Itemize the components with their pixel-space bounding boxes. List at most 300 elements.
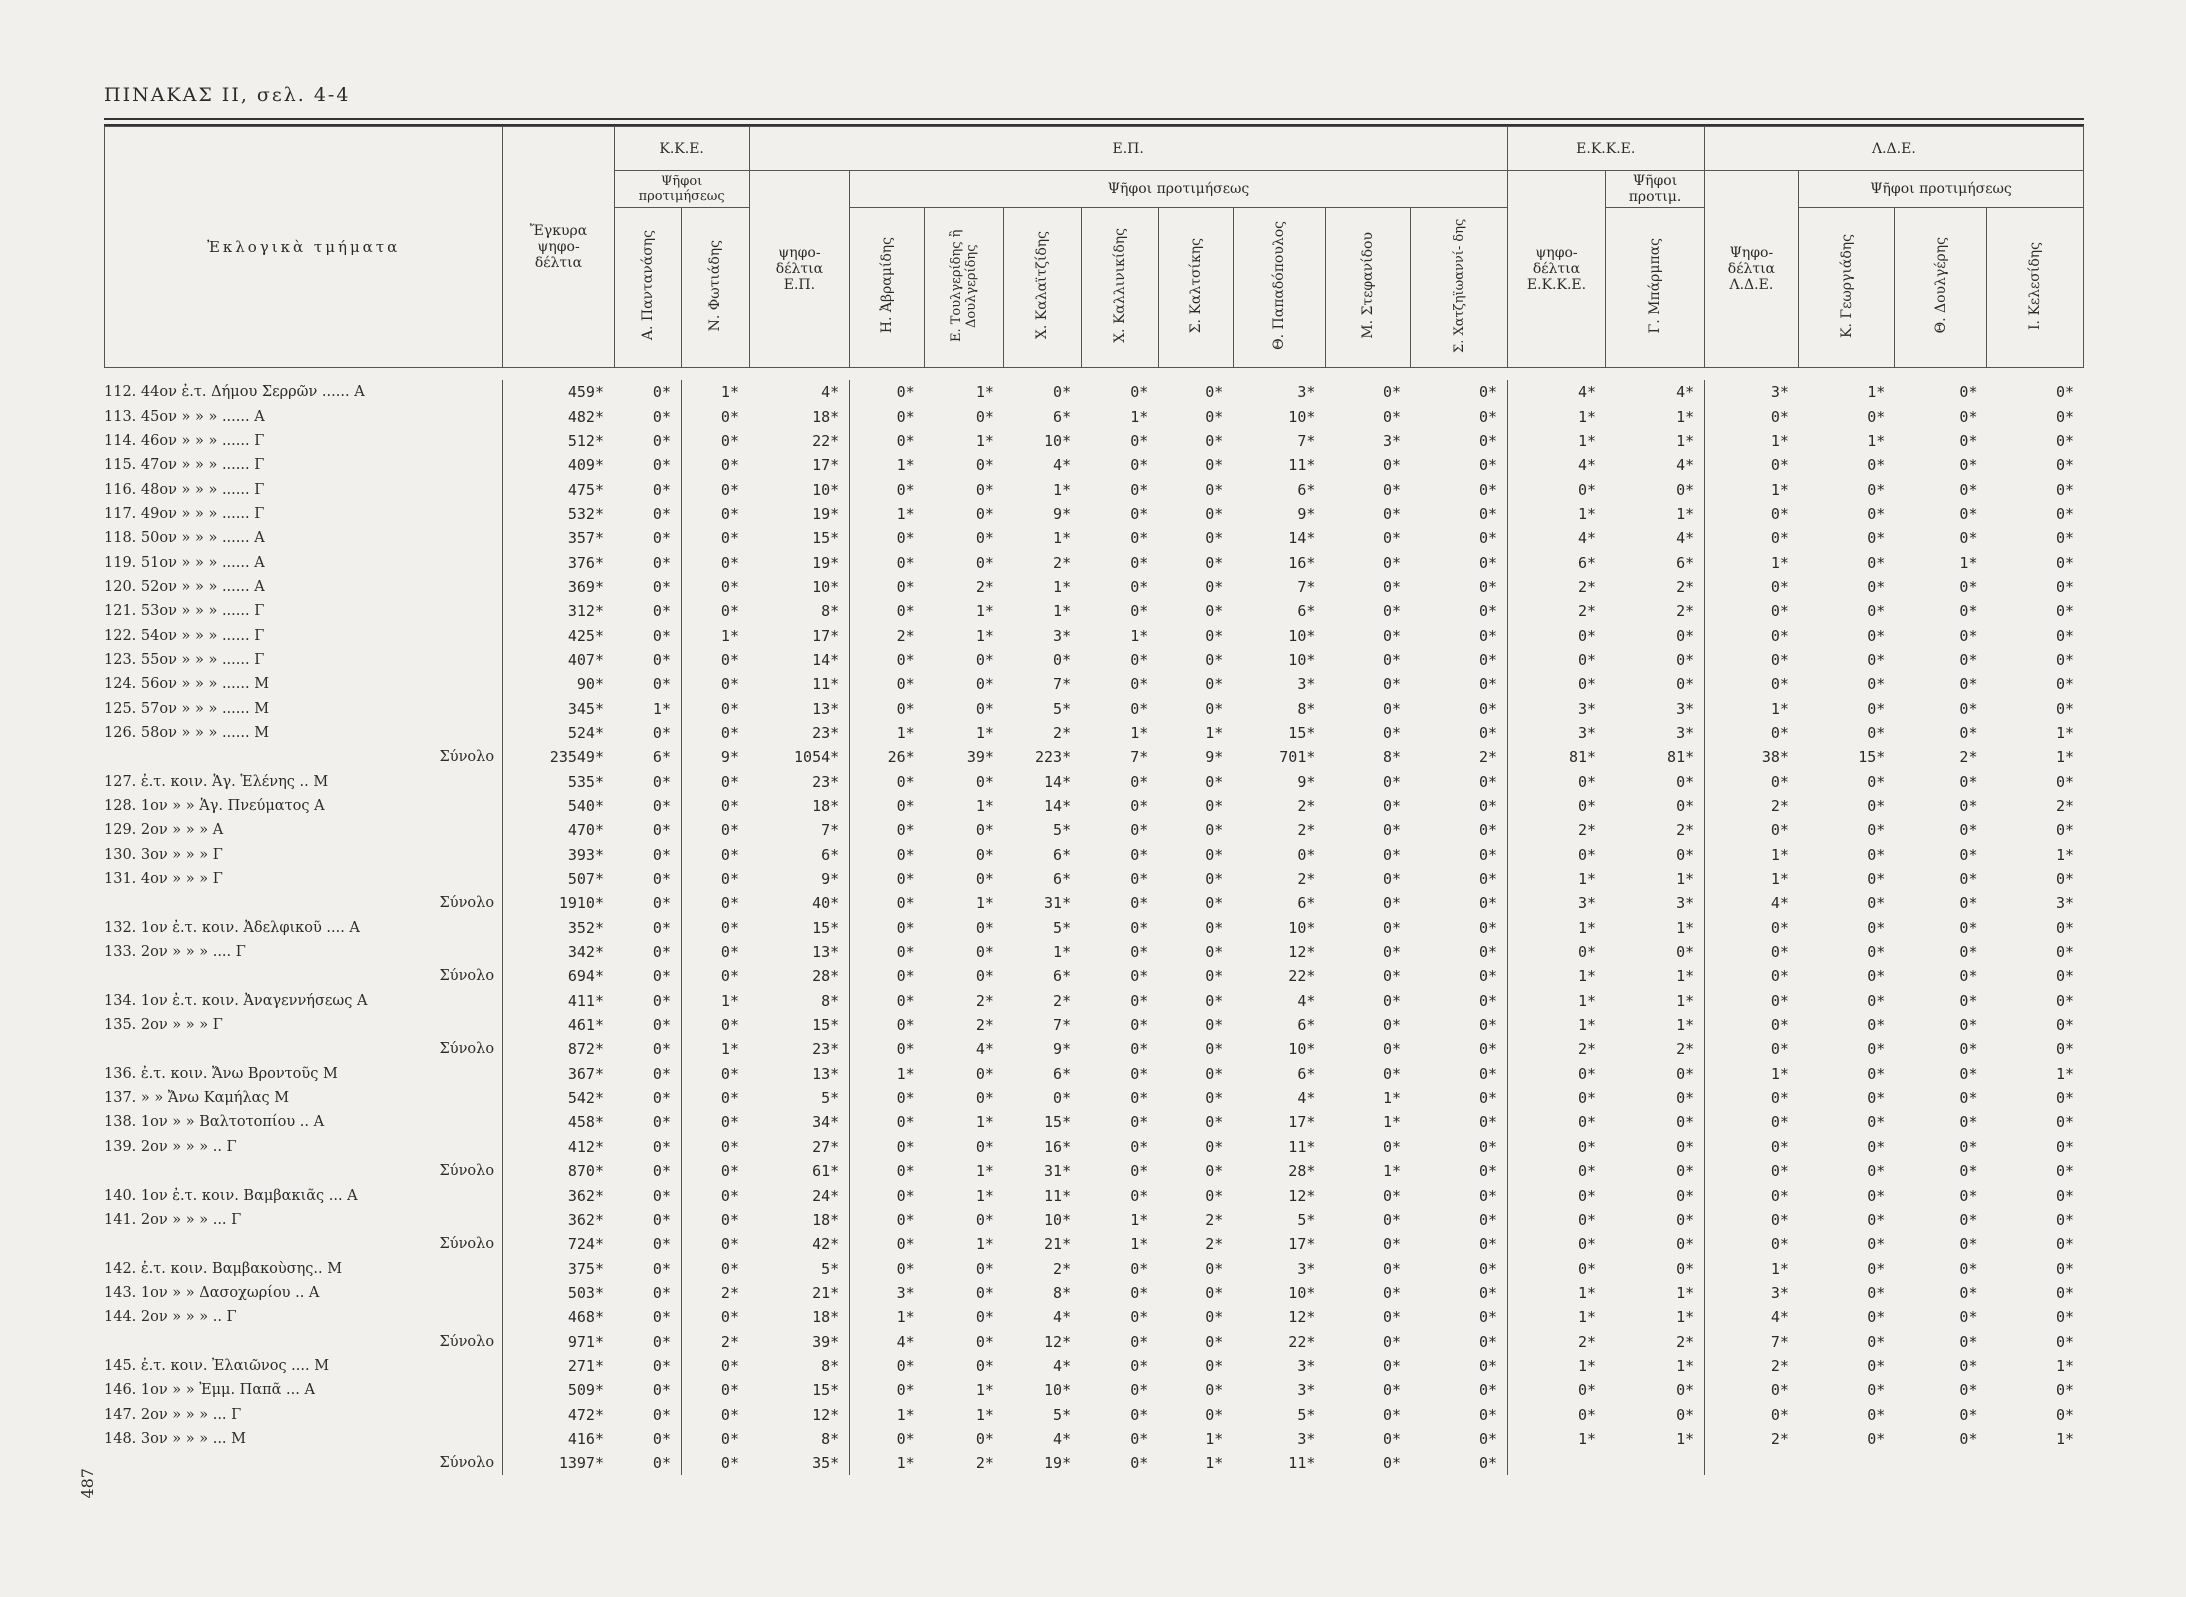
- section-label: 114. 46ον » » » ...... Γ: [104, 432, 265, 449]
- vote-cell: 0*: [1959, 1137, 1978, 1156]
- vote-cell: 0*: [1959, 1162, 1978, 1181]
- vote-cell: 0*: [1130, 480, 1149, 499]
- vote-cell: 2*: [1297, 870, 1316, 889]
- vote-cell: 0*: [2055, 675, 2074, 694]
- vote-cell: 0*: [850, 1208, 925, 1232]
- vote-cell: 0*: [1205, 1162, 1224, 1181]
- vote-cell: 4*: [1705, 891, 1799, 915]
- vote-cell: 4*: [1053, 456, 1072, 475]
- results-table: [104, 118, 2084, 1475]
- vote-cell: 0*: [1130, 1186, 1149, 1205]
- section-label: 144. 2ον » » » .. Γ: [104, 1309, 237, 1326]
- vote-cell: 0*: [652, 918, 671, 937]
- vote-cell: 0*: [2055, 967, 2074, 986]
- vote-cell: 13*: [812, 699, 840, 718]
- vote-cell: 12*: [1288, 1308, 1316, 1327]
- vote-cell: 0*: [1959, 1186, 1978, 1205]
- vote-cell: 2*: [1676, 602, 1695, 621]
- vote-cell: 0*: [1705, 818, 1799, 842]
- table-row: [104, 1086, 2084, 1110]
- vote-cell: 0*: [1867, 407, 1886, 426]
- table-row: [104, 989, 2084, 1013]
- vote-cell: [1705, 1451, 1799, 1475]
- vote-cell: 0*: [1205, 1308, 1224, 1327]
- vote-cell: 0*: [681, 477, 749, 501]
- header-candidate: [1325, 208, 1411, 368]
- vote-cell: 2*: [1705, 794, 1799, 818]
- vote-cell: 0*: [1383, 1235, 1402, 1254]
- vote-cell: 3*: [1676, 894, 1695, 913]
- total-label: Σύνολο: [439, 1163, 495, 1180]
- vote-cell: 0*: [681, 1013, 749, 1037]
- vote-cell: 0*: [1130, 1016, 1149, 1035]
- vote-cell: 0*: [1959, 504, 1978, 523]
- vote-cell: 0*: [975, 699, 994, 718]
- vote-cell: 18*: [812, 407, 840, 426]
- vote-cell: 0*: [681, 1305, 749, 1329]
- vote-cell: 0*: [1478, 1429, 1498, 1448]
- vote-cell: 3*: [850, 1281, 925, 1305]
- table-row: [104, 575, 2084, 599]
- vote-cell: 223*: [1034, 748, 1072, 767]
- vote-cell: 701*: [1279, 748, 1316, 767]
- vote-cell: 0*: [652, 845, 671, 864]
- vote-cell: 0*: [681, 721, 749, 745]
- vote-cell: 1*: [1705, 1256, 1799, 1280]
- vote-cell: 6*: [652, 748, 671, 767]
- vote-cell: 0*: [1959, 991, 1978, 1010]
- vote-cell: 0*: [1478, 1210, 1498, 1229]
- vote-cell: 0*: [652, 626, 671, 645]
- vote-cell: 0*: [1705, 1037, 1799, 1061]
- vote-cell: 0*: [1478, 407, 1498, 426]
- vote-cell: 0*: [1130, 456, 1149, 475]
- vote-cell: 1*: [1383, 1162, 1402, 1181]
- vote-cell: 0*: [652, 1089, 671, 1108]
- header-ekke-pref-2: προτιμ.: [1628, 189, 1682, 205]
- vote-cell: 0*: [975, 553, 994, 572]
- vote-cell: 13*: [812, 1064, 840, 1083]
- vote-cell: 1*: [1676, 1429, 1695, 1448]
- header-candidate: [1233, 208, 1325, 368]
- header-valid-ballots: [503, 127, 614, 368]
- vote-cell: 0*: [1383, 1259, 1402, 1278]
- vote-cell: 0*: [1383, 1454, 1402, 1473]
- vote-cell: 0*: [1205, 1283, 1224, 1302]
- vote-cell: 0*: [1130, 1040, 1149, 1059]
- vote-cell: 0*: [1130, 1381, 1149, 1400]
- vote-cell: 0*: [652, 1381, 671, 1400]
- section-label: 126. 58ον » » » ...... Μ: [104, 724, 270, 741]
- vote-cell: 1*: [681, 1037, 749, 1061]
- vote-cell: 0*: [1130, 602, 1149, 621]
- vote-cell: 872*: [503, 1037, 614, 1061]
- vote-cell: 870*: [503, 1159, 614, 1183]
- vote-cell: 312*: [503, 599, 614, 623]
- vote-cell: 0*: [1508, 672, 1607, 696]
- candidate-name: Σ. Χατζηϊωαννί- δης: [1451, 218, 1467, 353]
- vote-cell: 459*: [503, 380, 614, 404]
- vote-cell: 0*: [1205, 504, 1224, 523]
- vote-cell: 0*: [681, 696, 749, 720]
- section-label: 121. 53ον » » » ...... Γ: [104, 603, 265, 620]
- vote-cell: 1*: [1130, 723, 1149, 742]
- vote-cell: 2*: [1053, 723, 1072, 742]
- vote-cell: 1*: [975, 723, 994, 742]
- vote-cell: 15*: [1288, 723, 1316, 742]
- vote-cell: 458*: [503, 1110, 614, 1134]
- vote-cell: 0*: [1478, 1162, 1498, 1181]
- vote-cell: 2*: [1297, 821, 1316, 840]
- vote-cell: 0*: [1959, 699, 1978, 718]
- vote-cell: 0*: [850, 1427, 925, 1451]
- vote-cell: 0*: [1478, 480, 1498, 499]
- vote-cell: 1*: [850, 1451, 925, 1475]
- vote-cell: 0*: [850, 1256, 925, 1280]
- vote-cell: 0*: [1867, 1283, 1886, 1302]
- vote-cell: 0*: [1705, 1086, 1799, 1110]
- vote-cell: 0*: [652, 1356, 671, 1375]
- header-lde: Λ.Δ.Ε.: [1704, 127, 2083, 171]
- vote-cell: 0*: [1867, 1137, 1886, 1156]
- vote-cell: 0*: [975, 650, 994, 669]
- vote-cell: 0*: [1205, 918, 1224, 937]
- vote-cell: 1*: [1705, 477, 1799, 501]
- header-kke-pref: Ψῆφοι προτιμήσεως: [614, 171, 749, 208]
- vote-cell: 0*: [652, 1283, 671, 1302]
- vote-cell: 0*: [681, 502, 749, 526]
- total-row: [104, 1451, 2084, 1475]
- vote-cell: 0*: [1676, 480, 1695, 499]
- vote-cell: 0*: [1478, 1454, 1498, 1473]
- vote-cell: 0*: [1130, 1454, 1149, 1473]
- candidate-name: Θ. Δουλγέρης: [1932, 237, 1949, 334]
- candidate-name: Μ. Στεφανίδου: [1359, 232, 1376, 339]
- vote-cell: 0*: [1383, 602, 1402, 621]
- vote-cell: 0*: [850, 940, 925, 964]
- vote-cell: 0*: [1959, 456, 1978, 475]
- vote-cell: 2*: [975, 577, 994, 596]
- vote-cell: 0*: [652, 1259, 671, 1278]
- vote-cell: 0*: [1478, 1040, 1498, 1059]
- vote-cell: 10*: [1288, 650, 1316, 669]
- vote-cell: 0*: [652, 675, 671, 694]
- vote-cell: 0*: [850, 380, 925, 404]
- vote-cell: 2*: [975, 991, 994, 1010]
- vote-cell: 1*: [1508, 1354, 1607, 1378]
- vote-cell: 1*: [850, 502, 925, 526]
- vote-cell: 0*: [850, 916, 925, 940]
- vote-cell: 0*: [1383, 1429, 1402, 1448]
- vote-cell: 0*: [975, 772, 994, 791]
- table-body: [104, 380, 2084, 1475]
- vote-cell: 19*: [812, 504, 840, 523]
- vote-cell: 0*: [1478, 383, 1498, 402]
- vote-cell: 0*: [975, 1064, 994, 1083]
- section-label: 147. 2ον » » » ... Γ: [104, 1406, 242, 1423]
- table-row: [104, 502, 2084, 526]
- vote-cell: 0*: [1959, 967, 1978, 986]
- vote-cell: 0*: [681, 1232, 749, 1256]
- vote-cell: 0*: [1383, 577, 1402, 596]
- vote-cell: 0*: [1959, 1089, 1978, 1108]
- vote-cell: 16*: [1044, 1137, 1072, 1156]
- vote-cell: 971*: [503, 1329, 614, 1353]
- vote-cell: 14*: [1044, 772, 1072, 791]
- vote-cell: 0*: [652, 577, 671, 596]
- vote-cell: 3*: [1676, 723, 1695, 742]
- vote-cell: 16*: [1288, 553, 1316, 572]
- vote-cell: 0*: [1383, 821, 1402, 840]
- vote-cell: 6*: [821, 845, 840, 864]
- section-label: 148. 3ον » » » ... Μ: [104, 1430, 246, 1447]
- vote-cell: 0*: [1205, 407, 1224, 426]
- header-ekke: Ε.Κ.Κ.Ε.: [1507, 127, 1704, 171]
- vote-cell: 0*: [652, 967, 671, 986]
- vote-cell: 10*: [1288, 918, 1316, 937]
- vote-cell: 0*: [2055, 1308, 2074, 1327]
- candidate-name: Χ. Καλαϊτζίδης: [1034, 231, 1051, 340]
- vote-cell: 0*: [975, 943, 994, 962]
- vote-cell: 0*: [1959, 1405, 1978, 1424]
- vote-cell: 2*: [1676, 821, 1695, 840]
- vote-cell: 1*: [975, 797, 994, 816]
- vote-cell: 0*: [681, 1378, 749, 1402]
- vote-cell: 0*: [1478, 1259, 1498, 1278]
- vote-cell: 0*: [1867, 1186, 1886, 1205]
- vote-cell: 2*: [2055, 797, 2074, 816]
- vote-cell: 0*: [1478, 675, 1498, 694]
- vote-cell: 90*: [503, 672, 614, 696]
- total-label: Σύνολο: [439, 895, 495, 912]
- vote-cell: 0*: [1705, 453, 1799, 477]
- vote-cell: 0*: [681, 672, 749, 696]
- vote-cell: 15*: [812, 918, 840, 937]
- vote-cell: 0*: [1053, 1089, 1072, 1108]
- vote-cell: 0*: [681, 770, 749, 794]
- header-candidate: [1158, 208, 1233, 368]
- vote-cell: 24*: [812, 1186, 840, 1205]
- vote-cell: 0*: [1478, 626, 1498, 645]
- vote-cell: 0*: [1705, 964, 1799, 988]
- section-label: 138. 1ον » » Βαλτοτοπίου .. Α: [104, 1114, 325, 1131]
- vote-cell: 17*: [1288, 1235, 1316, 1254]
- vote-cell: 0*: [1383, 1210, 1402, 1229]
- vote-cell: 0*: [1478, 1113, 1498, 1132]
- vote-cell: 0*: [1383, 480, 1402, 499]
- vote-cell: 0*: [652, 1210, 671, 1229]
- vote-cell: 0*: [850, 526, 925, 550]
- vote-cell: 0*: [1130, 943, 1149, 962]
- vote-cell: 0*: [975, 1429, 994, 1448]
- vote-cell: 0*: [1676, 1162, 1695, 1181]
- vote-cell: 0*: [1383, 1356, 1402, 1375]
- vote-cell: 0*: [1205, 1016, 1224, 1035]
- vote-cell: 0*: [1383, 772, 1402, 791]
- vote-cell: 0*: [1959, 1064, 1978, 1083]
- header-candidate: [614, 208, 681, 368]
- header-lde-ballots: [1704, 171, 1798, 368]
- vote-cell: 0*: [652, 407, 671, 426]
- vote-cell: 1*: [1676, 918, 1695, 937]
- vote-cell: 1*: [1508, 404, 1607, 428]
- vote-cell: 468*: [503, 1305, 614, 1329]
- vote-cell: 0*: [1959, 894, 1978, 913]
- vote-cell: 0*: [1705, 1402, 1799, 1426]
- vote-cell: 0*: [975, 1332, 994, 1351]
- vote-cell: 1*: [975, 431, 994, 450]
- vote-cell: 0*: [1867, 772, 1886, 791]
- vote-cell: 0*: [1705, 1232, 1799, 1256]
- vote-cell: 0*: [1676, 626, 1695, 645]
- vote-cell: 535*: [503, 770, 614, 794]
- vote-cell: 2*: [1676, 577, 1695, 596]
- section-label: 128. 1ον » » Ἁγ. Πνεύματος Α: [104, 798, 325, 815]
- vote-cell: 470*: [503, 818, 614, 842]
- vote-cell: 0*: [1959, 797, 1978, 816]
- vote-cell: 0*: [975, 870, 994, 889]
- header-candidate: [1895, 208, 1987, 368]
- vote-cell: 0*: [1508, 1402, 1607, 1426]
- vote-cell: 0*: [975, 456, 994, 475]
- vote-cell: 0*: [1130, 504, 1149, 523]
- vote-cell: [1606, 1451, 1705, 1475]
- vote-cell: 0*: [1478, 650, 1498, 669]
- vote-cell: 0*: [1478, 553, 1498, 572]
- vote-cell: 0*: [2055, 602, 2074, 621]
- vote-cell: 0*: [975, 918, 994, 937]
- candidate-name: Κ. Γεωργιάδης: [1838, 233, 1855, 338]
- vote-cell: 0*: [1478, 1381, 1498, 1400]
- vote-cell: 0*: [1867, 797, 1886, 816]
- vote-cell: 0*: [1130, 991, 1149, 1010]
- vote-cell: 0*: [1130, 577, 1149, 596]
- vote-cell: 6*: [1676, 553, 1695, 572]
- vote-cell: 0*: [1959, 723, 1978, 742]
- header-ep-pref: Ψῆφοι προτιμήσεως: [850, 171, 1508, 208]
- vote-cell: 0*: [975, 480, 994, 499]
- vote-cell: 0*: [2055, 1040, 2074, 1059]
- vote-cell: 1*: [1383, 1113, 1402, 1132]
- vote-cell: 0*: [2055, 991, 2074, 1010]
- vote-cell: 0*: [652, 1454, 671, 1473]
- vote-cell: 393*: [503, 843, 614, 867]
- vote-cell: 0*: [652, 894, 671, 913]
- vote-cell: 1*: [2055, 1356, 2074, 1375]
- vote-cell: 61*: [812, 1162, 840, 1181]
- vote-cell: 6*: [1297, 602, 1316, 621]
- vote-cell: 1*: [1676, 991, 1695, 1010]
- vote-cell: 1*: [1676, 1283, 1695, 1302]
- table-row: [104, 1402, 2084, 1426]
- vote-cell: 0*: [681, 429, 749, 453]
- section-label: 142. ἐ.τ. κοιν. Βαμβακοὺσης.. Μ: [104, 1260, 343, 1277]
- vote-cell: 0*: [1130, 821, 1149, 840]
- vote-cell: 1*: [1705, 843, 1799, 867]
- vote-cell: 19*: [1044, 1454, 1072, 1473]
- vote-cell: 3*: [1383, 431, 1402, 450]
- vote-cell: 0*: [2055, 650, 2074, 669]
- vote-cell: 22*: [812, 431, 840, 450]
- vote-cell: 0*: [1676, 845, 1695, 864]
- section-label: 139. 2ον » » » .. Γ: [104, 1138, 237, 1155]
- vote-cell: 1*: [652, 699, 671, 718]
- vote-cell: 31*: [1044, 1162, 1072, 1181]
- vote-cell: 0*: [1508, 1208, 1607, 1232]
- vote-cell: 0*: [1508, 794, 1607, 818]
- vote-cell: 1*: [1508, 1427, 1607, 1451]
- table-row: [104, 404, 2084, 428]
- vote-cell: 0*: [1130, 553, 1149, 572]
- vote-cell: 1*: [1705, 1062, 1799, 1086]
- vote-cell: 1*: [1130, 1235, 1149, 1254]
- vote-cell: 0*: [1959, 1332, 1978, 1351]
- vote-cell: 6*: [1297, 894, 1316, 913]
- vote-cell: 10*: [1288, 626, 1316, 645]
- vote-cell: 0*: [652, 431, 671, 450]
- vote-cell: 1*: [1205, 1454, 1224, 1473]
- vote-cell: 0*: [975, 675, 994, 694]
- vote-cell: 0*: [1508, 623, 1607, 647]
- vote-cell: 10*: [1044, 1210, 1072, 1229]
- vote-cell: 1*: [1959, 553, 1978, 572]
- vote-cell: 8*: [1383, 748, 1402, 767]
- vote-cell: 0*: [1383, 1308, 1402, 1327]
- vote-cell: 0*: [1383, 1186, 1402, 1205]
- vote-cell: 11*: [812, 675, 840, 694]
- vote-cell: 0*: [2055, 772, 2074, 791]
- vote-cell: 0*: [850, 696, 925, 720]
- vote-cell: 21*: [812, 1283, 840, 1302]
- vote-cell: 0*: [850, 599, 925, 623]
- vote-cell: 23*: [812, 772, 840, 791]
- vote-cell: 0*: [652, 772, 671, 791]
- vote-cell: 0*: [1959, 529, 1978, 548]
- section-label: 131. 4ον » » » Γ: [104, 871, 223, 888]
- vote-cell: 42*: [812, 1235, 840, 1254]
- total-row: [104, 964, 2084, 988]
- vote-cell: 2*: [1053, 553, 1072, 572]
- vote-cell: 0*: [1676, 1089, 1695, 1108]
- vote-cell: 1*: [1508, 916, 1607, 940]
- vote-cell: 1*: [850, 721, 925, 745]
- vote-cell: 1*: [850, 1402, 925, 1426]
- vote-cell: 0*: [850, 1159, 925, 1183]
- header-ep-ballots-2: δέλτια: [775, 261, 824, 277]
- vote-cell: 0*: [1676, 1113, 1695, 1132]
- vote-cell: 503*: [503, 1281, 614, 1305]
- vote-cell: 0*: [1867, 1064, 1886, 1083]
- vote-cell: 7*: [1297, 577, 1316, 596]
- vote-cell: 0*: [652, 1016, 671, 1035]
- section-label: 132. 1ον ἐ.τ. κοιν. Ἀδελφικοῦ .... Α: [104, 919, 360, 936]
- table-row: [104, 794, 2084, 818]
- section-label: 129. 2ον » » » Α: [104, 822, 224, 839]
- vote-cell: 0*: [1867, 723, 1886, 742]
- vote-cell: 1*: [975, 1235, 994, 1254]
- vote-cell: 10*: [812, 577, 840, 596]
- vote-cell: 6*: [1053, 870, 1072, 889]
- vote-cell: 524*: [503, 721, 614, 745]
- vote-cell: 0*: [1867, 870, 1886, 889]
- section-label: 141. 2ον » » » ... Γ: [104, 1211, 242, 1228]
- vote-cell: 509*: [503, 1378, 614, 1402]
- vote-cell: 724*: [503, 1232, 614, 1256]
- vote-cell: 0*: [2055, 699, 2074, 718]
- total-row: [104, 745, 2084, 769]
- vote-cell: 3*: [1297, 675, 1316, 694]
- vote-cell: 0*: [1508, 940, 1607, 964]
